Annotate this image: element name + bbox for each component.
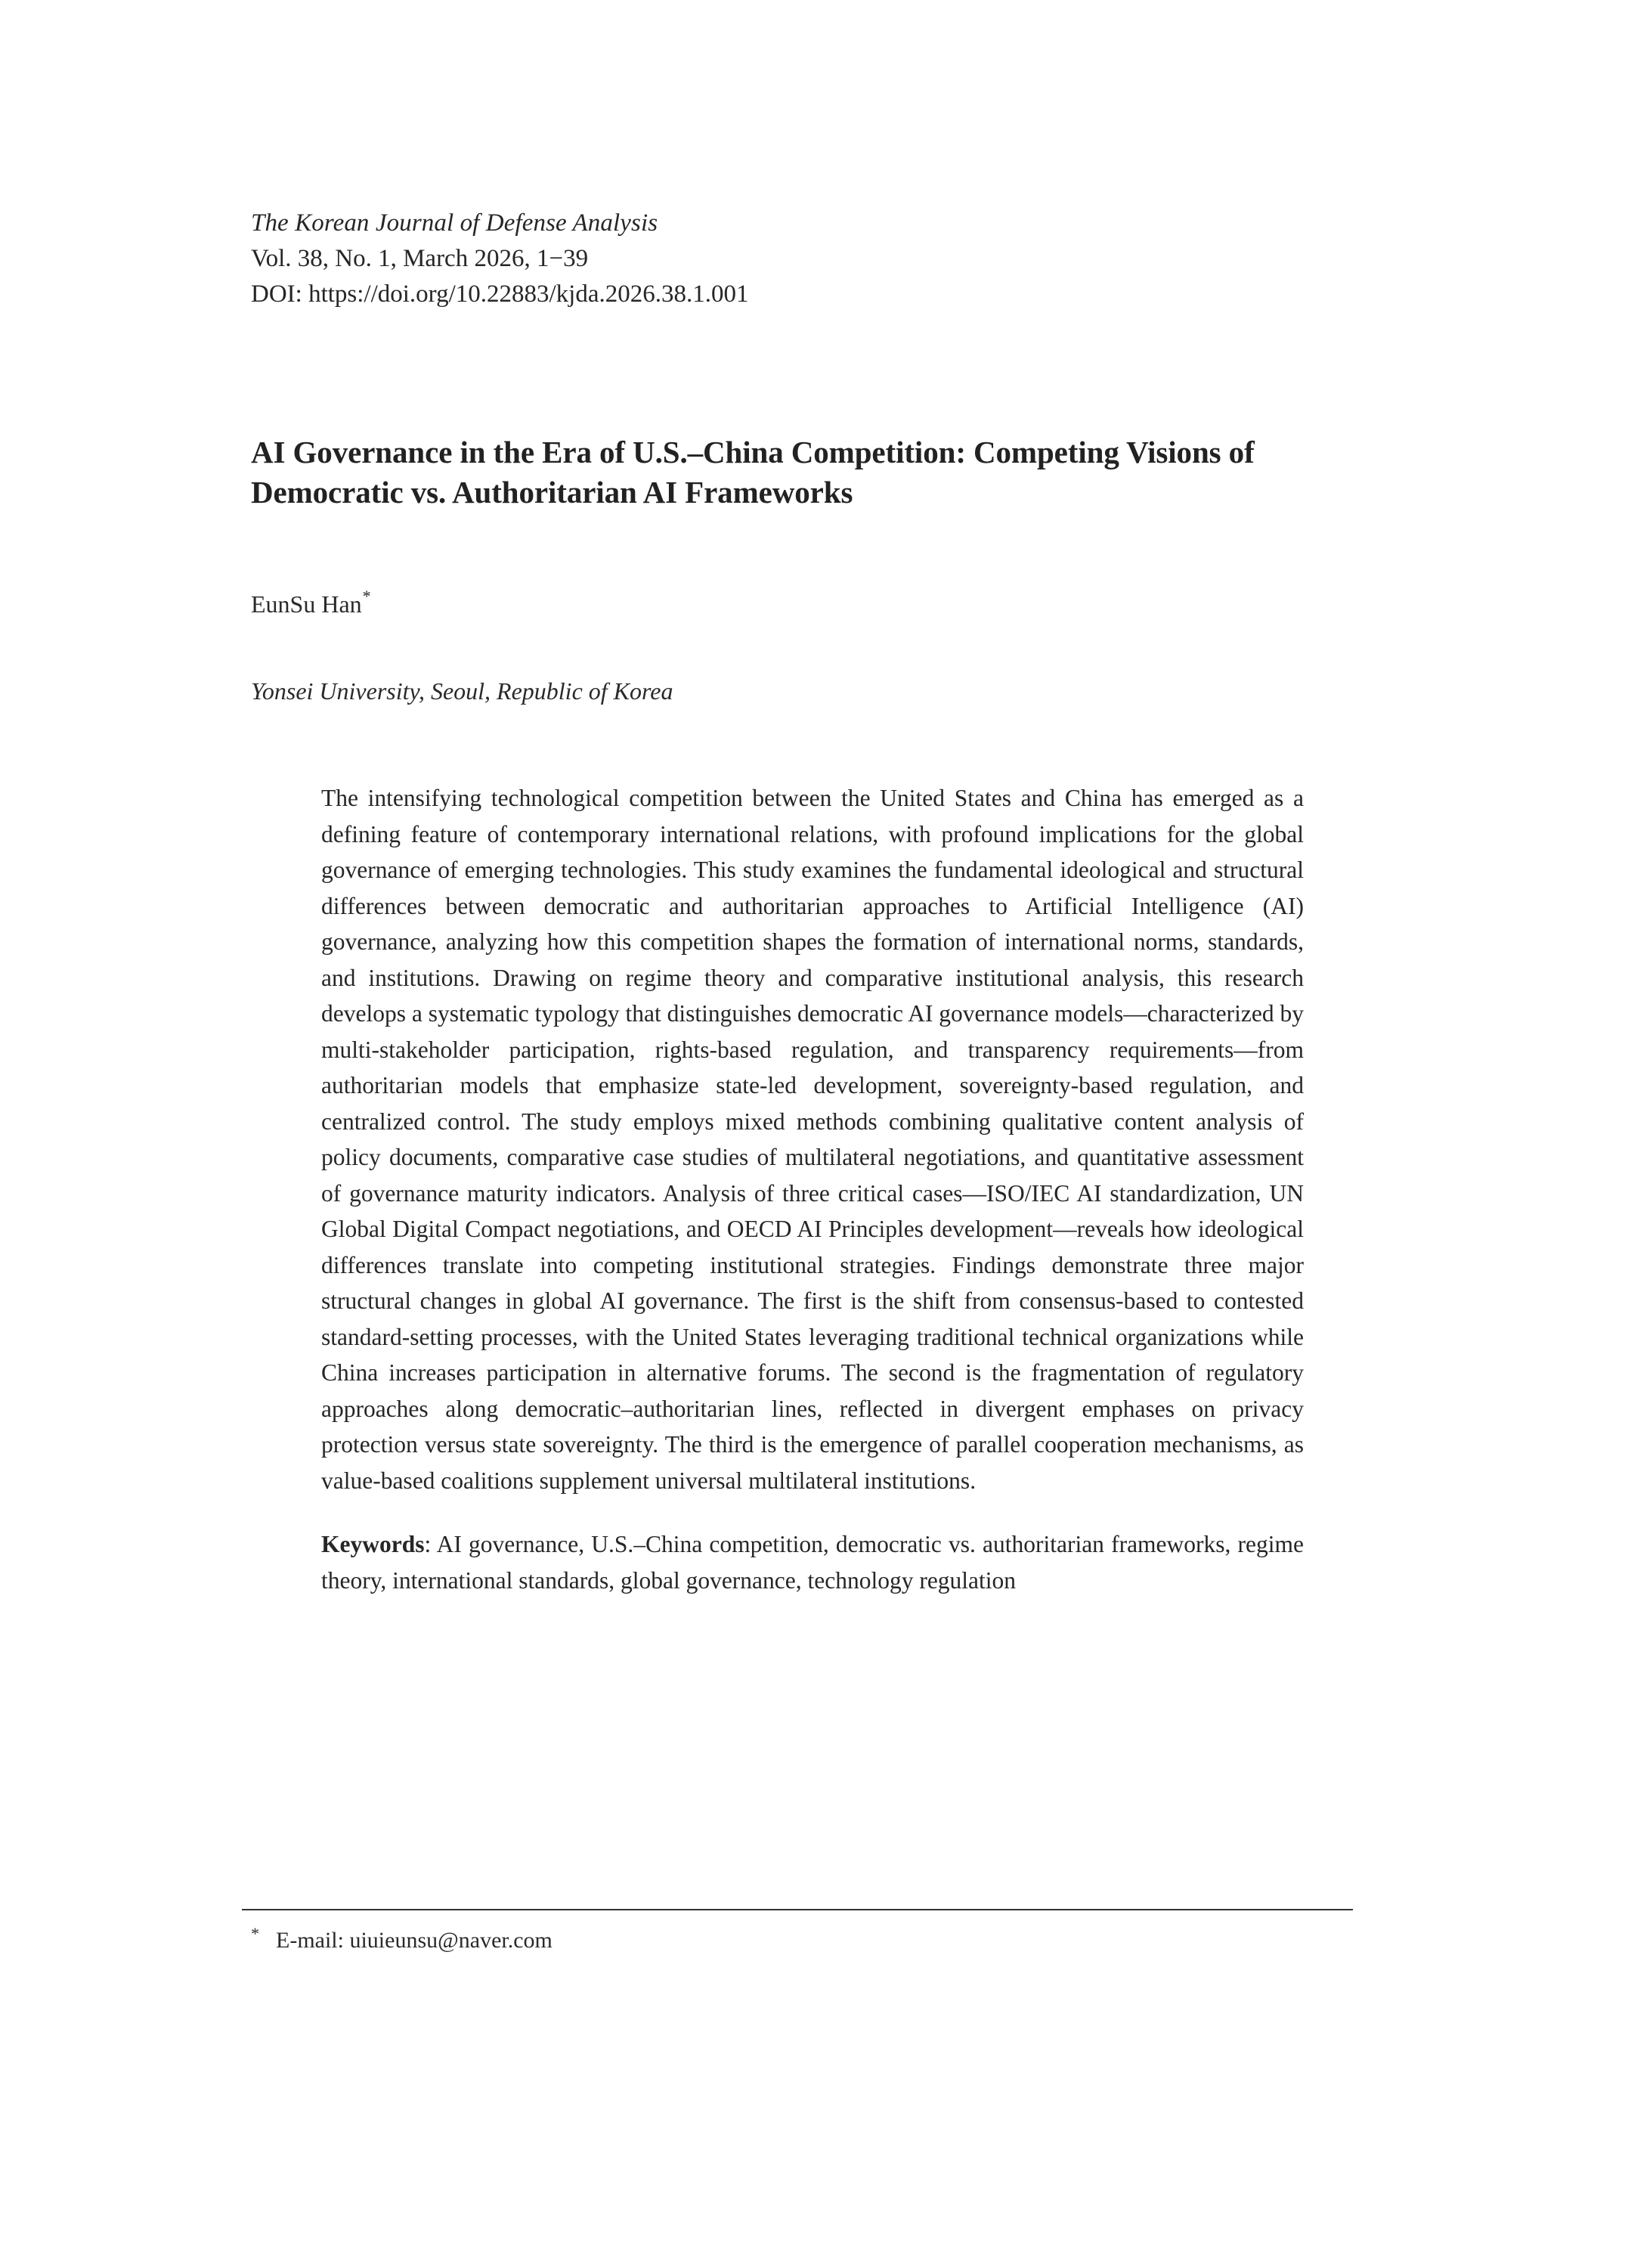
keywords-list: AI governance, U.S.–China competition, democratic vs. authoritarian frameworks, regime theory, international standards, global governance, technology regulation bbox=[321, 1531, 1305, 1594]
journal-name: The Korean Journal of Defense Analysis bbox=[251, 209, 658, 237]
article-title: AI Governance in the Era of U.S.–China Competition: Competing Visions of Democratic vs. Authoritarian AI Frameworks bbox=[251, 435, 1255, 510]
abstract-text: The intensifying technological competition between the United States and China has emerged as a defining feature of contemporary international relations, with profound implications for the global governance of emerging technologies. This study examines the fundamental ideological and structural differences between democratic and authoritarian approaches to Artificial Intelligence (AI) governance, analyzing how this competition shapes the formation of international norms, standards, and institutions. Drawing on regime theory and comparative institutional analysis, this research develops a systematic typology that distinguishes democratic AI governance models—characterized by multi-stakeholder participation, rights-based regulation, and transparency requirements—from authoritarian models that emphasize state-led development, sovereignty-based regulation, and centralized control. The study employs mixed methods combining qualitative content analysis of policy documents, comparative case studies of multilateral negotiations, and quantitative assessment of governance maturity indicators. Analysis of three critical cases—ISO/IEC AI standardization, UN Global Digital Compact negotiations, and OECD AI Principles development—reveals how ideological differences translate into competing institutional strategies. Findings demonstrate three major structural changes in global AI governance. The first is the shift from consensus-based to contested standard-setting processes, with the United States leveraging traditional technical organizations while China increases participation in alternative forums. The second is the fragmentation of regulatory approaches along democratic–authoritarian lines, reflected in divergent emphases on privacy protection versus state sovereignty. The third is the emergence of parallel cooperation mechanisms, as value-based coalitions supplement universal multilateral institutions. bbox=[321, 785, 1304, 1494]
keywords-paragraph bbox=[321, 1526, 1304, 1598]
journal-doi[interactable]: DOI: https://doi.org/10.22883/kjda.2026.38.1.001 bbox=[251, 280, 749, 308]
keywords-separator: : bbox=[424, 1531, 437, 1557]
footnote-email-text[interactable]: E-mail: uiuieunsu@naver.com bbox=[276, 1928, 552, 1953]
footnote-marker: * bbox=[251, 1924, 259, 1943]
footnote-block bbox=[251, 1925, 552, 1957]
author-affiliation: Yonsei University, Seoul, Republic of Korea bbox=[251, 677, 673, 705]
author-name: EunSu Han bbox=[251, 590, 362, 618]
author-block bbox=[251, 588, 371, 620]
journal-header bbox=[251, 206, 1354, 312]
author-footnote-marker[interactable]: * bbox=[362, 587, 371, 606]
abstract-block bbox=[321, 780, 1304, 1598]
keywords-label: Keywords bbox=[321, 1531, 425, 1557]
journal-issue-line: Vol. 38, No. 1, March 2026, 1−39 bbox=[251, 245, 589, 272]
footnote-separator-rule bbox=[242, 1909, 1353, 1910]
